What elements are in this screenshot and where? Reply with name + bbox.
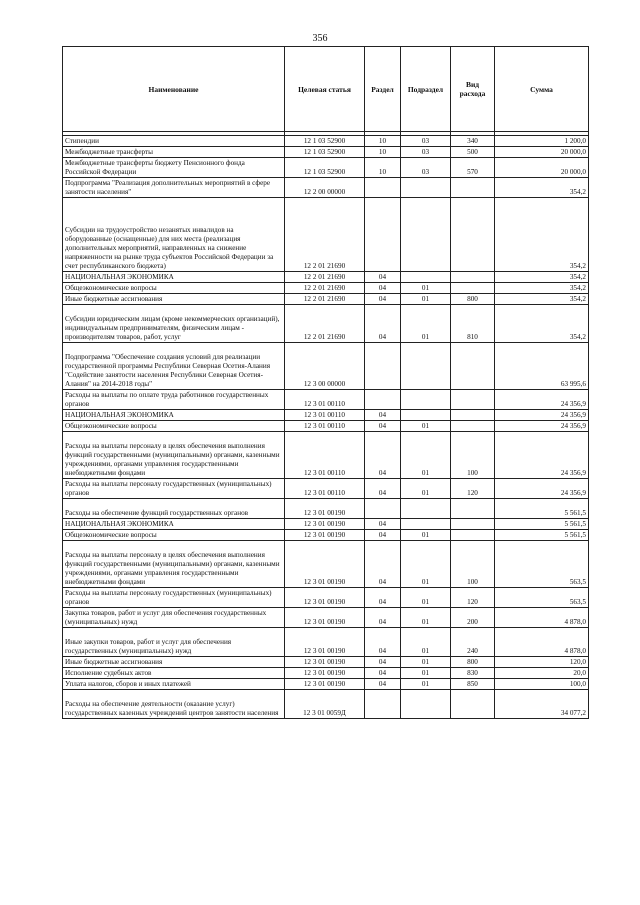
row-section [365,198,401,272]
table-row [63,668,589,679]
table-row [63,410,589,421]
table-row [63,158,589,178]
row-name: Общеэкономические вопросы [63,283,285,294]
header-name: Наименование [63,47,285,132]
row-type: 810 [451,305,495,343]
row-code: 12 3 01 00190 [285,679,365,690]
row-code: 12 2 01 21690 [285,305,365,343]
row-type: 850 [451,679,495,690]
row-subsection: 03 [401,158,451,178]
row-code: 12 3 01 00110 [285,390,365,410]
row-subsection [401,410,451,421]
row-type [451,343,495,390]
table-row [63,679,589,690]
row-type: 240 [451,628,495,657]
row-sum: 20 000,0 [495,147,589,158]
table-row [63,432,589,479]
table-row [63,178,589,198]
row-type: 830 [451,668,495,679]
row-type [451,499,495,519]
row-subsection: 01 [401,628,451,657]
row-code: 12 3 01 00190 [285,668,365,679]
table-row [63,343,589,390]
table-body [63,136,589,719]
row-code: 12 1 03 52900 [285,158,365,178]
row-section [365,178,401,198]
row-sum: 120,0 [495,657,589,668]
row-name: НАЦИОНАЛЬНАЯ ЭКОНОМИКА [63,410,285,421]
row-type: 120 [451,479,495,499]
table-row [63,136,589,147]
table-row [63,608,589,628]
row-sum: 354,2 [495,294,589,305]
row-sum: 5 561,5 [495,499,589,519]
row-type: 570 [451,158,495,178]
table-row [63,541,589,588]
row-subsection [401,390,451,410]
row-sum: 1 200,0 [495,136,589,147]
row-name: Иные бюджетные ассигнования [63,294,285,305]
row-type: 100 [451,432,495,479]
header-section: Раздел [365,47,401,132]
row-name: Межбюджетные трансферты бюджету Пенсионного фонда Российской Федерации [63,158,285,178]
row-sum: 354,2 [495,305,589,343]
row-section: 10 [365,147,401,158]
row-type [451,421,495,432]
row-code: 12 3 01 00190 [285,541,365,588]
row-subsection: 01 [401,608,451,628]
row-name: Уплата налогов, сборов и иных платежей [63,679,285,690]
row-code: 12 1 03 52900 [285,136,365,147]
row-sum: 20,0 [495,668,589,679]
row-name: Подпрограмма "Обеспечение создания условий для реализации государственной программы Республики Северная Осетия-Алания "Содействие занятости населения Республики Северная Осетия-Алания" на 2014-2018 годы" [63,343,285,390]
table-row [63,588,589,608]
row-type: 500 [451,147,495,158]
row-subsection [401,499,451,519]
budget-table [62,46,589,719]
row-name: Расходы на выплаты по оплате труда работников государственных органов [63,390,285,410]
row-subsection: 01 [401,432,451,479]
row-name: Расходы на выплаты персоналу в целях обеспечения выполнения функций государственными (муниципальными) органами, казенными учреждениями, органами управления государственными внебюджетными фондами [63,541,285,588]
row-section: 04 [365,410,401,421]
row-subsection: 01 [401,530,451,541]
row-code: 12 2 01 21690 [285,198,365,272]
row-sum: 4 878,0 [495,608,589,628]
row-section: 04 [365,608,401,628]
row-section: 10 [365,158,401,178]
row-name: Расходы на выплаты персоналу государственных (муниципальных) органов [63,588,285,608]
row-code: 12 1 03 52900 [285,147,365,158]
row-name: Общеэкономические вопросы [63,421,285,432]
row-section: 04 [365,657,401,668]
table-row [63,628,589,657]
row-sum: 20 000,0 [495,158,589,178]
row-sum: 34 077,2 [495,690,589,719]
row-code: 12 3 01 0059Д [285,690,365,719]
table-row [63,390,589,410]
row-code: 12 3 01 00110 [285,479,365,499]
row-type: 800 [451,294,495,305]
row-subsection: 01 [401,541,451,588]
table-row [63,272,589,283]
row-type: 800 [451,657,495,668]
row-code: 12 2 01 21690 [285,283,365,294]
row-type: 120 [451,588,495,608]
table-row [63,479,589,499]
row-code: 12 3 01 00190 [285,657,365,668]
row-subsection [401,519,451,530]
row-section [365,390,401,410]
row-sum: 354,2 [495,272,589,283]
row-sum: 24 356,9 [495,479,589,499]
table-row [63,519,589,530]
row-name: Закупка товаров, работ и услуг для обеспечения государственных (муниципальных) нужд [63,608,285,628]
row-subsection: 01 [401,283,451,294]
row-type: 200 [451,608,495,628]
row-type: 100 [451,541,495,588]
row-name: Исполнение судебных актов [63,668,285,679]
row-subsection [401,198,451,272]
row-code: 12 3 01 00190 [285,628,365,657]
row-code: 12 3 01 00110 [285,410,365,421]
table-row [63,283,589,294]
row-name: НАЦИОНАЛЬНАЯ ЭКОНОМИКА [63,519,285,530]
table-header-row [63,47,589,132]
row-sum: 24 356,9 [495,432,589,479]
row-name: Расходы на обеспечение деятельности (оказание услуг) государственных казенных учреждений центров занятости населения [63,690,285,719]
row-name: Общеэкономические вопросы [63,530,285,541]
row-type [451,530,495,541]
row-code: 12 3 00 00000 [285,343,365,390]
row-subsection: 03 [401,136,451,147]
row-sum: 24 356,9 [495,421,589,432]
header-code: Целевая статья [285,47,365,132]
row-code: 12 3 01 00190 [285,530,365,541]
row-sum: 563,5 [495,541,589,588]
row-sum: 354,2 [495,178,589,198]
row-sum: 5 561,5 [495,530,589,541]
row-code: 12 3 01 00190 [285,519,365,530]
table-row [63,690,589,719]
row-section: 04 [365,541,401,588]
table-row [63,530,589,541]
header-type: Вид расхода [451,47,495,132]
row-code: 12 3 01 00110 [285,432,365,479]
row-name: Расходы на выплаты персоналу в целях обеспечения выполнения функций государственными (муниципальными) органами, казенными учреждениями, органами управления государственными внебюджетными фондами [63,432,285,479]
row-type [451,198,495,272]
row-subsection: 03 [401,147,451,158]
row-type [451,519,495,530]
row-subsection: 01 [401,679,451,690]
row-type [451,390,495,410]
table-row [63,294,589,305]
row-name: Субсидии юридическим лицам (кроме некоммерческих организаций), индивидуальным предпринимателям, физическим лицам - производителям товаров, работ, услуг [63,305,285,343]
row-sum: 24 356,9 [495,410,589,421]
row-sum: 354,2 [495,198,589,272]
row-section: 04 [365,283,401,294]
row-sum: 63 995,6 [495,343,589,390]
row-subsection: 01 [401,479,451,499]
row-subsection [401,690,451,719]
row-section: 04 [365,628,401,657]
table-row [63,305,589,343]
row-code: 12 3 01 00190 [285,588,365,608]
row-name: Стипендии [63,136,285,147]
row-section: 04 [365,305,401,343]
row-type [451,178,495,198]
row-sum: 4 878,0 [495,628,589,657]
row-type: 340 [451,136,495,147]
row-section: 04 [365,588,401,608]
row-type [451,690,495,719]
row-section [365,690,401,719]
row-code: 12 3 01 00190 [285,608,365,628]
row-name: НАЦИОНАЛЬНАЯ ЭКОНОМИКА [63,272,285,283]
row-type [451,283,495,294]
row-section: 04 [365,432,401,479]
row-sum: 5 561,5 [495,519,589,530]
row-name: Иные бюджетные ассигнования [63,657,285,668]
row-subsection: 01 [401,657,451,668]
row-subsection [401,178,451,198]
row-section: 10 [365,136,401,147]
row-subsection: 01 [401,588,451,608]
row-section [365,499,401,519]
row-type [451,410,495,421]
row-section: 04 [365,272,401,283]
page-number: 356 [312,33,328,44]
row-code: 12 2 01 21690 [285,272,365,283]
row-name: Расходы на выплаты персоналу государственных (муниципальных) органов [63,479,285,499]
row-section: 04 [365,479,401,499]
row-section: 04 [365,679,401,690]
row-section: 04 [365,668,401,679]
row-code: 12 3 01 00190 [285,499,365,519]
table-row [63,147,589,158]
row-subsection: 01 [401,421,451,432]
row-name: Межбюджетные трансферты [63,147,285,158]
row-section [365,343,401,390]
row-subsection [401,343,451,390]
row-section: 04 [365,421,401,432]
header-subsection: Подраздел [401,47,451,132]
row-section: 04 [365,519,401,530]
row-name: Иные закупки товаров, работ и услуг для обеспечения государственных (муниципальных) нужд [63,628,285,657]
row-subsection: 01 [401,294,451,305]
header-sum: Сумма [495,47,589,132]
row-name: Расходы на обеспечение функций государственных органов [63,499,285,519]
row-type [451,272,495,283]
row-code: 12 2 01 21690 [285,294,365,305]
row-subsection: 01 [401,305,451,343]
row-section: 04 [365,530,401,541]
row-code: 12 2 00 00000 [285,178,365,198]
table-row [63,198,589,272]
row-name: Подпрограмма "Реализация дополнительных мероприятий в сфере занятости населения" [63,178,285,198]
row-sum: 24 356,9 [495,390,589,410]
row-sum: 100,0 [495,679,589,690]
row-name: Субсидии на трудоустройство незанятых инвалидов на оборудованные (оснащенные) для них места (реализация дополнительных мероприятий, направленных на снижение напряженности на рынке труда субъектов Российской Федерации за счет республиканского бюджета) [63,198,285,272]
row-subsection [401,272,451,283]
row-sum: 563,5 [495,588,589,608]
table-row [63,499,589,519]
table-row [63,421,589,432]
row-code: 12 3 01 00110 [285,421,365,432]
table-row [63,657,589,668]
row-section: 04 [365,294,401,305]
row-sum: 354,2 [495,283,589,294]
row-subsection: 01 [401,668,451,679]
